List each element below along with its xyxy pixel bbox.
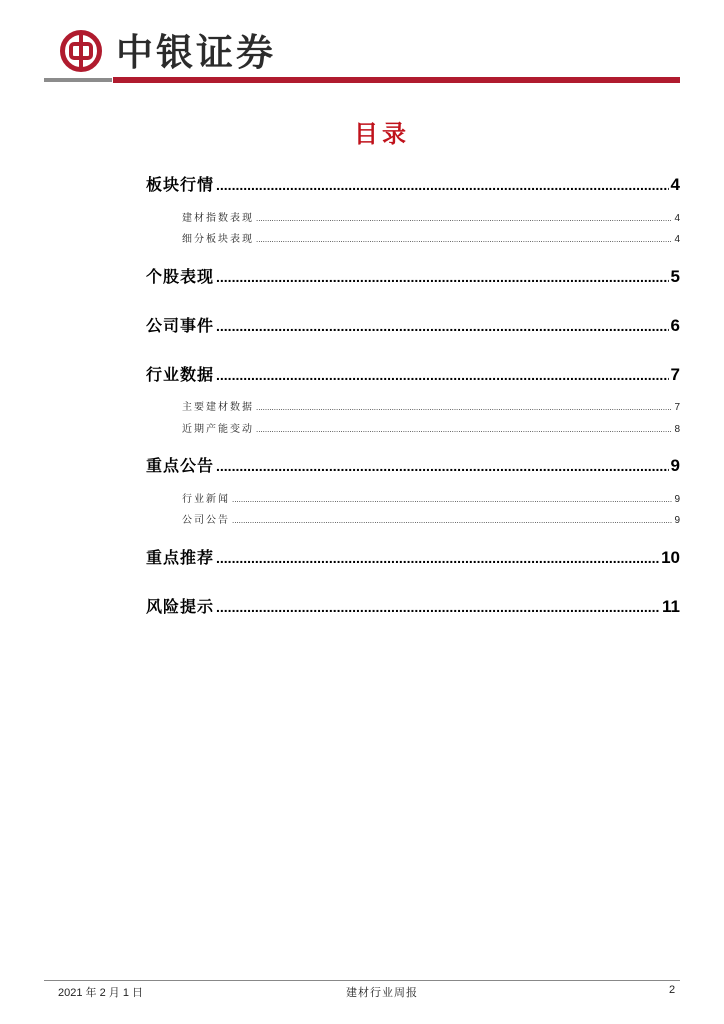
toc-subentry[interactable]	[182, 490, 680, 505]
toc-entry-title: 板块行情	[146, 175, 215, 194]
toc-entry-title: 行业新闻	[182, 494, 230, 505]
toc-leader-dots	[216, 367, 669, 383]
toc-entry-title: 公司事件	[146, 316, 215, 335]
toc-leader-dots	[216, 550, 659, 566]
toc-leader-dots	[256, 403, 672, 412]
toc-entry-page: 10	[661, 548, 680, 567]
toc-subentry[interactable]	[182, 398, 680, 413]
toc-entry-page: 4	[674, 213, 680, 224]
toc-leader-dots	[216, 318, 669, 334]
header-rule-red	[113, 77, 680, 83]
toc-entry[interactable]	[146, 453, 680, 476]
toc-leader-dots	[216, 177, 669, 193]
toc-entry-page: 5	[670, 267, 680, 286]
toc-subentry[interactable]	[182, 209, 680, 224]
toc-entry-page: 11	[662, 597, 680, 616]
toc-entry-page: 6	[670, 316, 680, 335]
footer-rule	[44, 980, 680, 981]
toc-entry-title: 细分板块表现	[182, 234, 254, 245]
toc-entry-title: 主要建材数据	[182, 402, 254, 413]
toc-entry-title: 公司公告	[182, 515, 230, 526]
toc-entry[interactable]	[146, 362, 680, 385]
toc-leader-dots	[216, 269, 669, 285]
toc-entry-title: 重点公告	[146, 456, 215, 475]
toc-leader-dots	[216, 458, 669, 474]
toc-entry-page: 7	[674, 402, 680, 413]
toc-entry-title: 风险提示	[146, 597, 215, 616]
toc-leader-dots	[256, 214, 672, 223]
toc-leader-dots	[256, 235, 672, 244]
brand-name: 中银证券	[116, 30, 276, 74]
toc-entry-page: 8	[674, 424, 680, 435]
footer-date: 2021 年 2 月 1 日	[58, 987, 143, 999]
toc-entry[interactable]	[146, 545, 680, 568]
toc-subentry[interactable]	[182, 420, 680, 435]
toc-entry-page: 4	[670, 175, 680, 194]
toc-subentry[interactable]	[182, 511, 680, 526]
toc-entry-title: 行业数据	[146, 365, 215, 384]
toc-entry[interactable]	[146, 264, 680, 287]
toc-leader-dots	[232, 516, 672, 525]
toc-leader-dots	[232, 495, 672, 504]
toc-title: 目录	[354, 119, 410, 148]
toc-entry-page: 9	[674, 515, 680, 526]
toc-leader-dots	[256, 425, 672, 434]
toc-entry-page: 9	[670, 456, 680, 475]
bank-of-china-logo-icon	[60, 30, 102, 72]
toc-entry[interactable]	[146, 172, 680, 195]
toc-entry-title: 建材指数表现	[182, 213, 254, 224]
toc-entry-page: 9	[674, 494, 680, 505]
toc-entry-title: 近期产能变动	[182, 424, 254, 435]
page-header	[0, 0, 724, 90]
toc-subentry[interactable]	[182, 230, 680, 245]
toc-leader-dots	[216, 599, 660, 615]
toc-entry[interactable]	[146, 313, 680, 336]
footer-page-number: 2	[669, 984, 676, 996]
toc-entry-title: 重点推荐	[146, 548, 215, 567]
toc-entry-page: 4	[674, 234, 680, 245]
toc-entry-title: 个股表现	[146, 267, 215, 286]
toc-entry-page: 7	[670, 365, 680, 384]
header-rule-grey	[44, 78, 112, 82]
toc-entry[interactable]	[146, 594, 680, 617]
footer-report-type: 建材行业周报	[346, 986, 418, 999]
